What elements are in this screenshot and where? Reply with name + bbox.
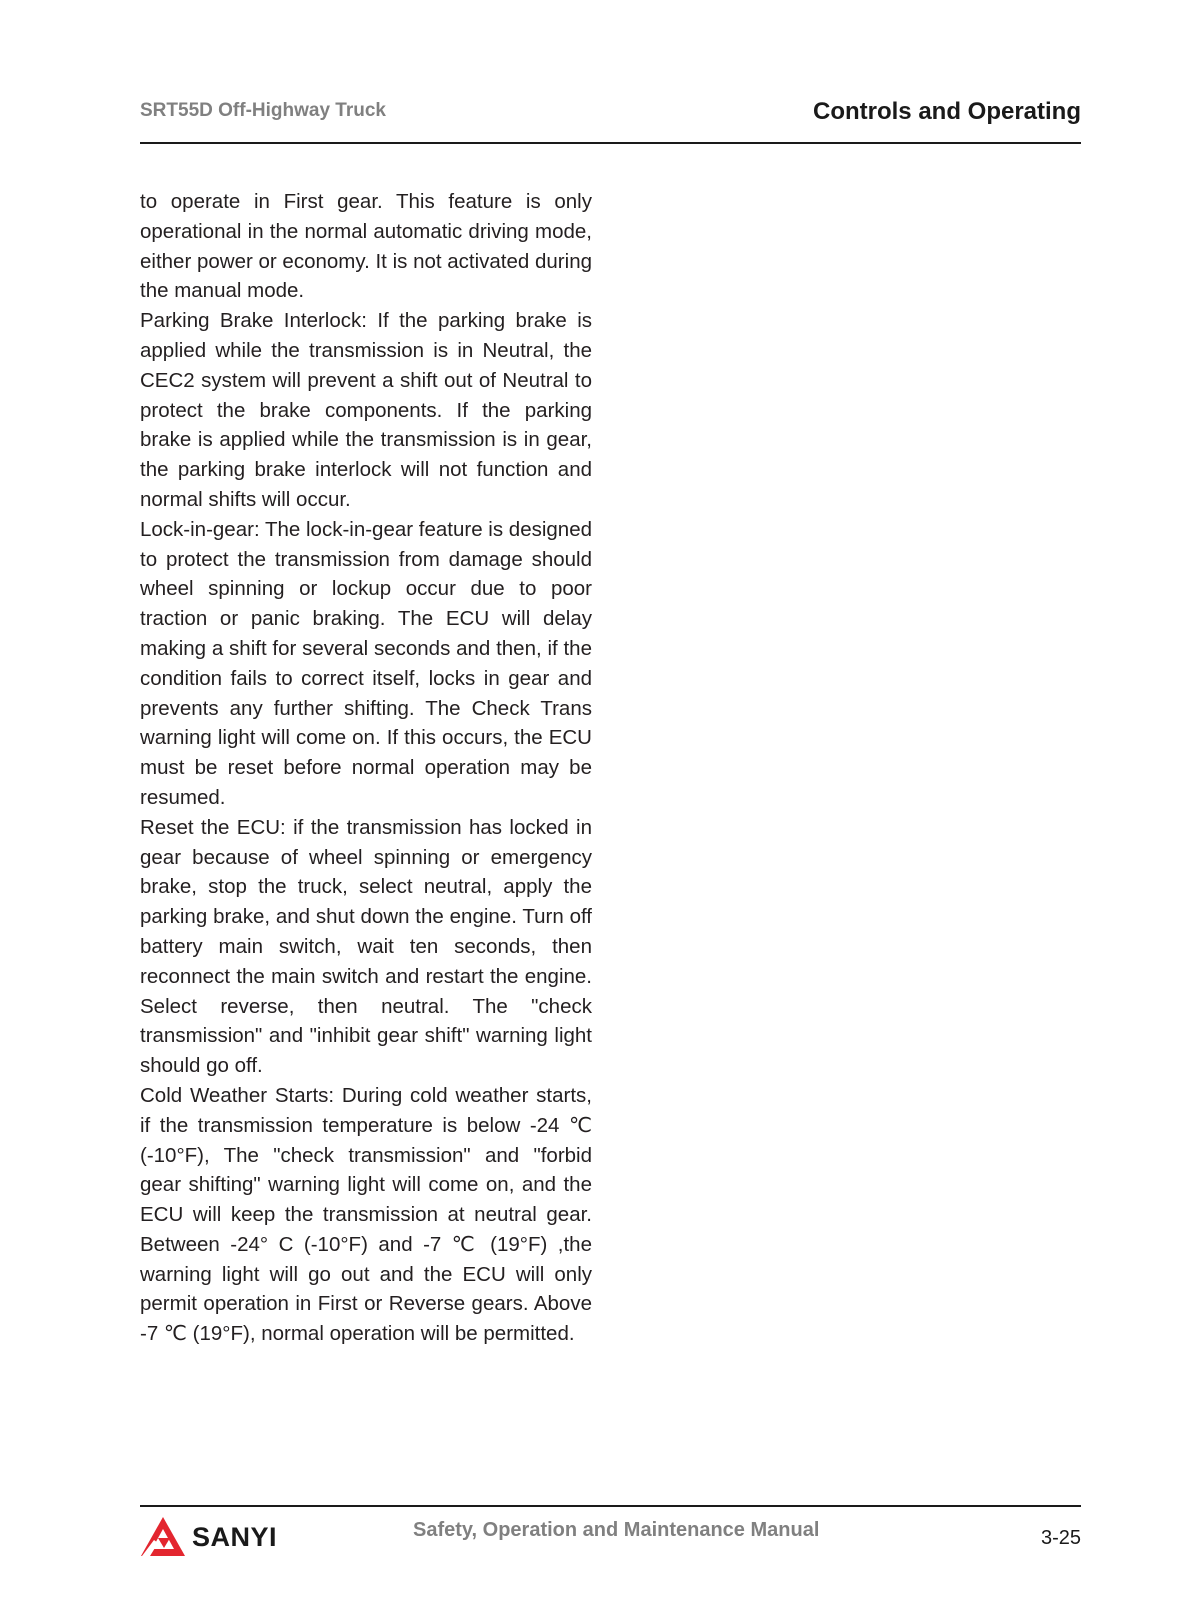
page-header <box>140 96 1081 144</box>
paragraph-lock-in-gear: Lock-in-gear: The lock-in-gear feature is designed to protect the transmission from damage should wheel spinning or lockup occur due to poor traction or panic braking. The ECU will delay making a shift for several seconds and then, if the condition fails to correct itself, locks in gear and prevents any further shifting. The Check Trans warning light will come on. If this occurs, the ECU must be reset before normal operation may be resumed. <box>140 517 593 809</box>
paragraph-reset-ecu: Reset the ECU: if the transmission has locked in gear because of wheel spinning or emergency brake, stop the truck, select neutral, apply the parking brake, and shut down the engine. Turn off battery main switch, wait ten seconds, then reconnect the main switch and restart the engine. Select reverse, then neutral. The "check transmission" and "inhibit gear shift" warning light should go off. <box>140 815 592 1078</box>
manual-title: Safety, Operation and Maintenance Manual <box>413 1519 820 1541</box>
logo-wordmark: SANYI <box>192 1521 278 1552</box>
paragraph-parking-brake-interlock: Parking Brake Interlock: If the parking brake is applied while the transmission is in Neutral, the CEC2 system will prevent a shift out of Neutral to protect the brake components. If the parking brake is applied while the transmission is in gear, the parking brake interlock will not function and normal shifts will occur. <box>140 309 592 511</box>
paragraph-first-gear: to operate in First gear. This feature is only operational in the normal automatic driving mode, either power or economy. It is not activated during the manual mode. <box>140 190 592 303</box>
body-text <box>140 187 592 1349</box>
sanyi-logo <box>140 1515 277 1559</box>
page-footer <box>140 1505 1081 1567</box>
page-number: 3-25 <box>1040 1527 1081 1549</box>
section-title: Controls and Operating <box>812 98 1081 125</box>
paragraph-cold-weather-starts: Cold Weather Starts: During cold weather starts, if the transmission temperature is below -24 ℃ (-10°F), The "check transmission" and "forbid gear shifting" warning light will come on, and the ECU will keep the transmission at neutral gear. Between -24° C (-10°F) and -7 ℃ (19°F) ,the warning light will go out and the ECU will only permit operation in First or Reverse gears. Above -7 ℃ (19°F), normal operation will be permitted. <box>140 1083 592 1346</box>
document-title: SRT55D Off-Highway Truck <box>140 100 386 121</box>
sanyi-logo-icon <box>140 1516 186 1558</box>
